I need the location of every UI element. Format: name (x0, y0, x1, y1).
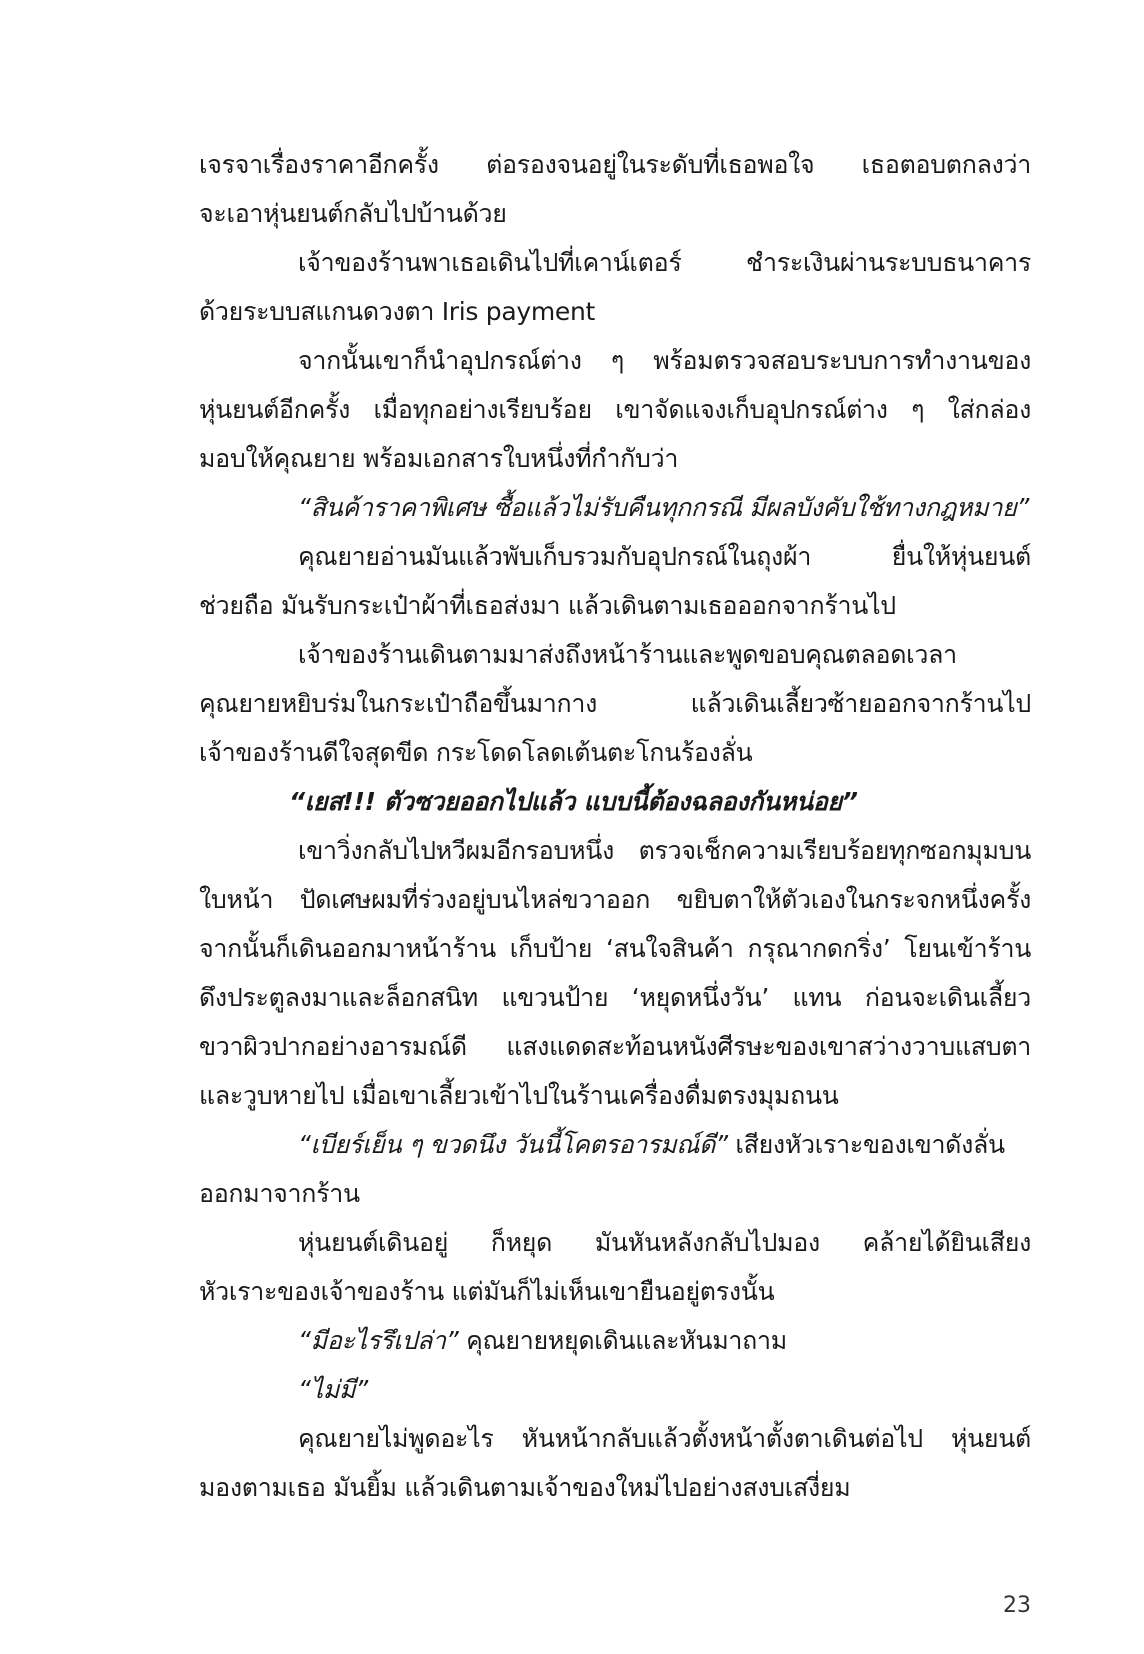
text-line: คุณยายไม่พูดอะไร หันหน้ากลับแล้วตั้งหน้าตั้งตาเดินต่อไป หุ่นยนต์ (298, 1424, 1031, 1453)
quote-fragment: “เบียร์เย็น ๆ ขวดนึง วันนี้โคตรอารมณ์ดี” (298, 1130, 728, 1159)
page-number: 23 (1003, 1593, 1031, 1618)
exclamation-line: “เยส!!! ตัวซวยออกไปแล้ว แบบนี้ต้องฉลองกันหน่อย” (289, 787, 858, 816)
text-line: และวูบหายไป เมื่อเขาเลี้ยวเข้าไปในร้านเครื่องดื่มตรงมุมถนน (199, 1081, 839, 1110)
text-line: จะเอาหุ่นยนต์กลับไปบ้านด้วย (199, 199, 507, 228)
text-line: เจ้าของร้านพาเธอเดินไปที่เคาน์เตอร์ ชำระเงินผ่านระบบธนาคาร (298, 248, 1031, 277)
mixed-line (199, 1120, 1031, 1169)
text-line: คุณยายหยิบร่มในกระเป๋าถือขึ้นมากาง แล้วเดินเลี้ยวซ้ายออกจากร้านไป (199, 689, 1031, 718)
text-line: ช่วยถือ มันรับกระเป๋าผ้าที่เธอส่งมา แล้วเดินตามเธอออกจากร้านไป (199, 591, 896, 620)
text-line: เจ้าของร้านเดินตามมาส่งถึงหน้าร้านและพูดขอบคุณตลอดเวลา (298, 640, 957, 669)
text-fragment: เสียงหัวเราะของเขาดังลั่น (727, 1130, 1005, 1159)
text-line: เขาวิ่งกลับไปหวีผมอีกรอบหนึ่ง ตรวจเช็กความเรียบร้อยทุกซอกมุมบน (298, 836, 1031, 865)
text-line: หุ่นยนต์เดินอยู่ ก็หยุด มันหันหลังกลับไปมอง คล้ายได้ยินเสียง (298, 1228, 1031, 1257)
text-line: ขวาผิวปากอย่างอารมณ์ดี แสงแดดสะท้อนหนังศีรษะของเขาสว่างวาบแสบตา (199, 1032, 1031, 1061)
text-line: จากนั้นเขาก็นำอุปกรณ์ต่าง ๆ พร้อมตรวจสอบระบบการทำงานของ (298, 346, 1031, 375)
text-line: ออกมาจากร้าน (199, 1179, 360, 1208)
text-line: หุ่นยนต์อีกครั้ง เมื่อทุกอย่างเรียบร้อย เขาจัดแจงเก็บอุปกรณ์ต่าง ๆ ใส่กล่อง (199, 395, 1031, 424)
mixed-line (199, 1316, 1031, 1365)
text-line: เจรจาเรื่องราคาอีกครั้ง ต่อรองจนอยู่ในระดับที่เธอพอใจ เธอตอบตกลงว่า (199, 150, 1031, 179)
text-line: เจ้าของร้านดีใจสุดขีด กระโดดโลดเต้นตะโกนร้องลั่น (199, 738, 753, 767)
text-line: ดึงประตูลงมาและล็อกสนิท แขวนป้าย ‘หยุดหนึ่งวัน’ แทน ก่อนจะเดินเลี้ยว (199, 983, 1031, 1012)
text-line: ใบหน้า ปัดเศษผมที่ร่วงอยู่บนไหล่ขวาออก ขยิบตาให้ตัวเองในกระจกหนึ่งครั้ง (199, 885, 1031, 914)
text-line: มอบให้คุณยาย พร้อมเอกสารใบหนึ่งที่กำกับว่า (199, 444, 679, 473)
quote-line: “ไม่มี” (298, 1375, 368, 1404)
text-line: จากนั้นก็เดินออกมาหน้าร้าน เก็บป้าย ‘สนใจสินค้า กรุณากดกริ่ง’ โยนเข้าร้าน (199, 934, 1031, 963)
text-line: ด้วยระบบสแกนดวงตา Iris payment (199, 297, 596, 326)
text-fragment: คุณยายหยุดเดินและหันมาถาม (458, 1326, 787, 1355)
quote-line: “สินค้าราคาพิเศษ ซื้อแล้วไม่รับคืนทุกกรณี มีผลบังคับใช้ทางกฎหมาย” (298, 493, 1030, 522)
quote-fragment: “มีอะไรรึเปล่า” (298, 1326, 459, 1355)
text-line: คุณยายอ่านมันแล้วพับเก็บรวมกับอุปกรณ์ในถุงผ้า ยื่นให้หุ่นยนต์ (298, 542, 1031, 571)
text-line: หัวเราะของเจ้าของร้าน แต่มันก็ไม่เห็นเขายืนอยู่ตรงนั้น (199, 1277, 775, 1306)
story-text (199, 140, 1031, 1512)
text-line: มองตามเธอ มันยิ้ม แล้วเดินตามเจ้าของใหม่ไปอย่างสงบเสงี่ยม (199, 1473, 851, 1502)
